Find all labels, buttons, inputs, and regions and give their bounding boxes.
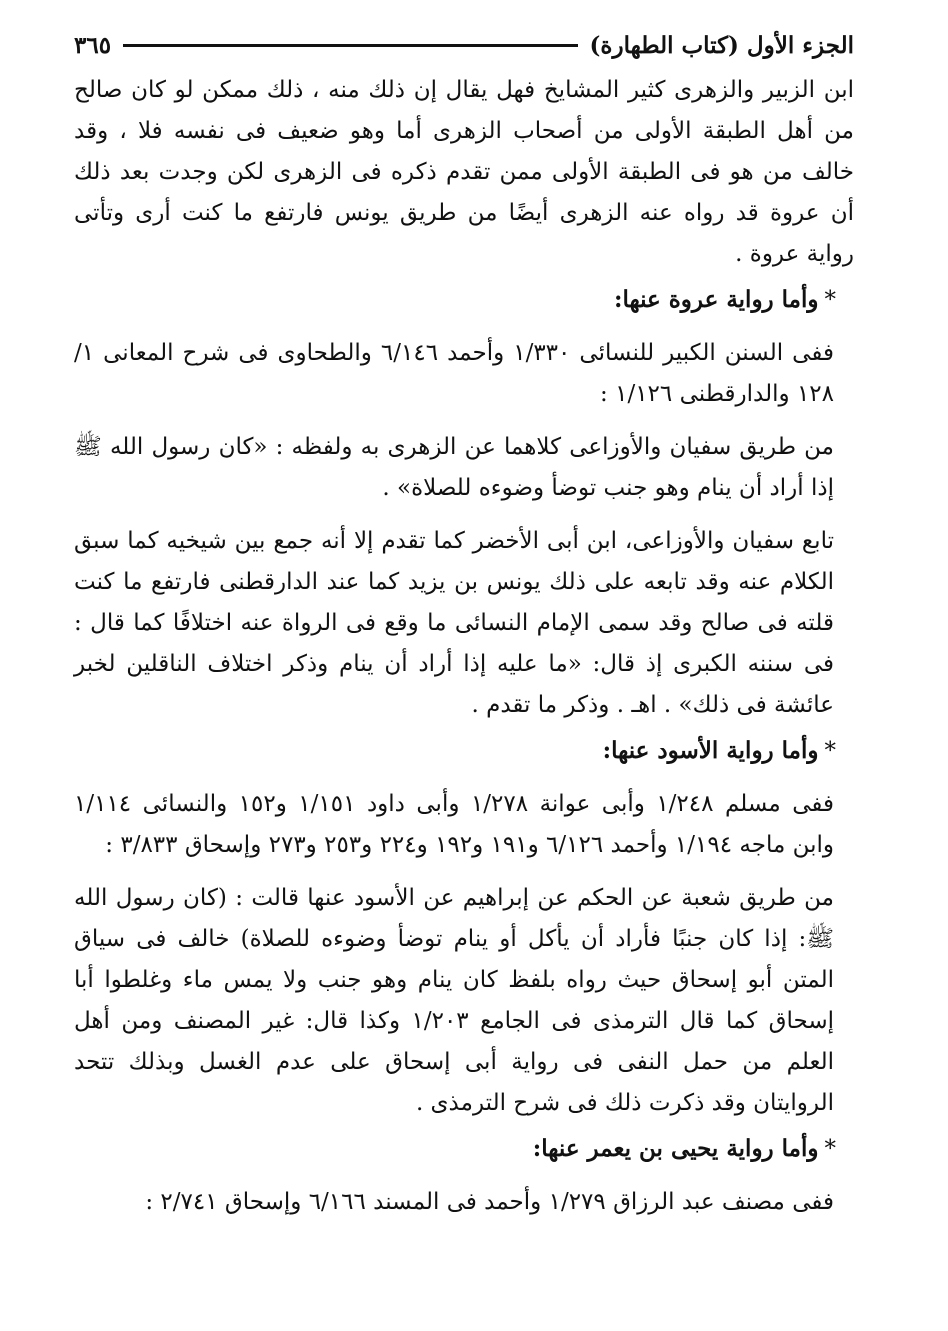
paragraph-7: ففى مصنف عبد الرزاق ١/٢٧٩ وأحمد فى المسند ٦/١٦٦ وإسحاق ٢/٧٤١ : xyxy=(145,1189,834,1215)
header-title: الجزء الأول (كتاب الطهارة) xyxy=(589,31,854,59)
heading-text: وأما رواية يحيى بن يعمر عنها: xyxy=(532,1135,819,1162)
asterisk-icon: * xyxy=(824,738,836,764)
section-heading-aswad xyxy=(74,730,854,772)
page-number: ٣٦٥ xyxy=(74,31,112,59)
asterisk-icon: * xyxy=(824,1136,836,1162)
section-heading-urwa xyxy=(74,279,854,321)
paragraph-6: من طريق شعبة عن الحكم عن إبراهيم عن الأسود عنها قالت : (كان رسول الله ﷺ: إذا كان جنبًا فأراد أن يأكل أو ينام توضأ وضوءه للصلاة) خالف فى سياق المتن أبو إسحاق حيث رواه بلفظ كان ينام وهو جنب ولا يمس ماء وغلطوا أبا إسحاق كما قال الترمذى فى الجامع ١/٢٠٣ وكذا قال: غير المصنف ومن أهل العلم من حمل النفى فى رواية أبى إسحاق على عدم الغسل وبذلك تتحد الروايتان وقد ذكرت ذلك فى شرح الترمذى . xyxy=(74,885,834,1116)
heading-text: وأما رواية الأسود عنها: xyxy=(602,737,819,764)
section-heading-yahya xyxy=(74,1128,854,1170)
header-rule xyxy=(123,44,577,47)
paragraph-2: ففى السنن الكبير للنسائى ١/٣٣٠ وأحمد ٦/١٤٦ والطحاوى فى شرح المعانى ١/ ١٢٨ والدارقطنى ١/١٢٦ : xyxy=(74,340,834,407)
paragraph-5: ففى مسلم ١/٢٤٨ وأبى عوانة ١/٢٧٨ وأبى داود ١/١٥١ و١٥٢ والنسائى ١/١١٤ وابن ماجه ١/١٩٤ وأحمد ٦/١٢٦ و١٩١ و١٩٢ و٢٢٤ و٢٥٣ و٢٧٣ وإسحاق ٣/٨٣٣ : xyxy=(74,791,834,858)
running-header xyxy=(74,20,854,70)
book-page xyxy=(74,20,854,1223)
paragraph-1: ابن الزبير والزهرى كثير المشايخ فهل يقال إن ذلك منه ، ذلك ممكن لو كان صالح من أهل الطبقة الأولى من أصحاب الزهرى أما وهو ضعيف فى نفسه فلا ، وقد خالف من هو فى الطبقة الأولى ممن تقدم ذكره فى الزهرى لكن وجدت بعد ذلك أن عروة قد رواه عنه الزهرى أيضًا من طريق يونس فارتفع ما كنت أرى وتأتى رواية عروة . xyxy=(74,77,854,267)
paragraph-4: تابع سفيان والأوزاعى، ابن أبى الأخضر كما تقدم إلا أنه جمع بين شيخيه كما سبق الكلام عنه وقد تابعه على ذلك يونس بن يزيد كما عند الدارقطنى فارتفع ما كنت قلته فى صالح وقد سمى الإمام النسائى ما وقع فى الرواة عنه اختلافًا كما قال : فى سننه الكبرى إذ قال: «ما عليه إذا أراد أن ينام وذكر اختلاف الناقلين لخبر عائشة فى ذلك» . اهـ . وذكر ما تقدم . xyxy=(74,528,834,718)
heading-text: وأما رواية عروة عنها: xyxy=(613,286,819,313)
paragraph-3: من طريق سفيان والأوزاعى كلاهما عن الزهرى به ولفظه : «كان رسول الله ﷺ إذا أراد أن ينام وهو جنب توضأ وضوءه للصلاة» . xyxy=(74,434,834,501)
asterisk-icon: * xyxy=(824,287,836,313)
